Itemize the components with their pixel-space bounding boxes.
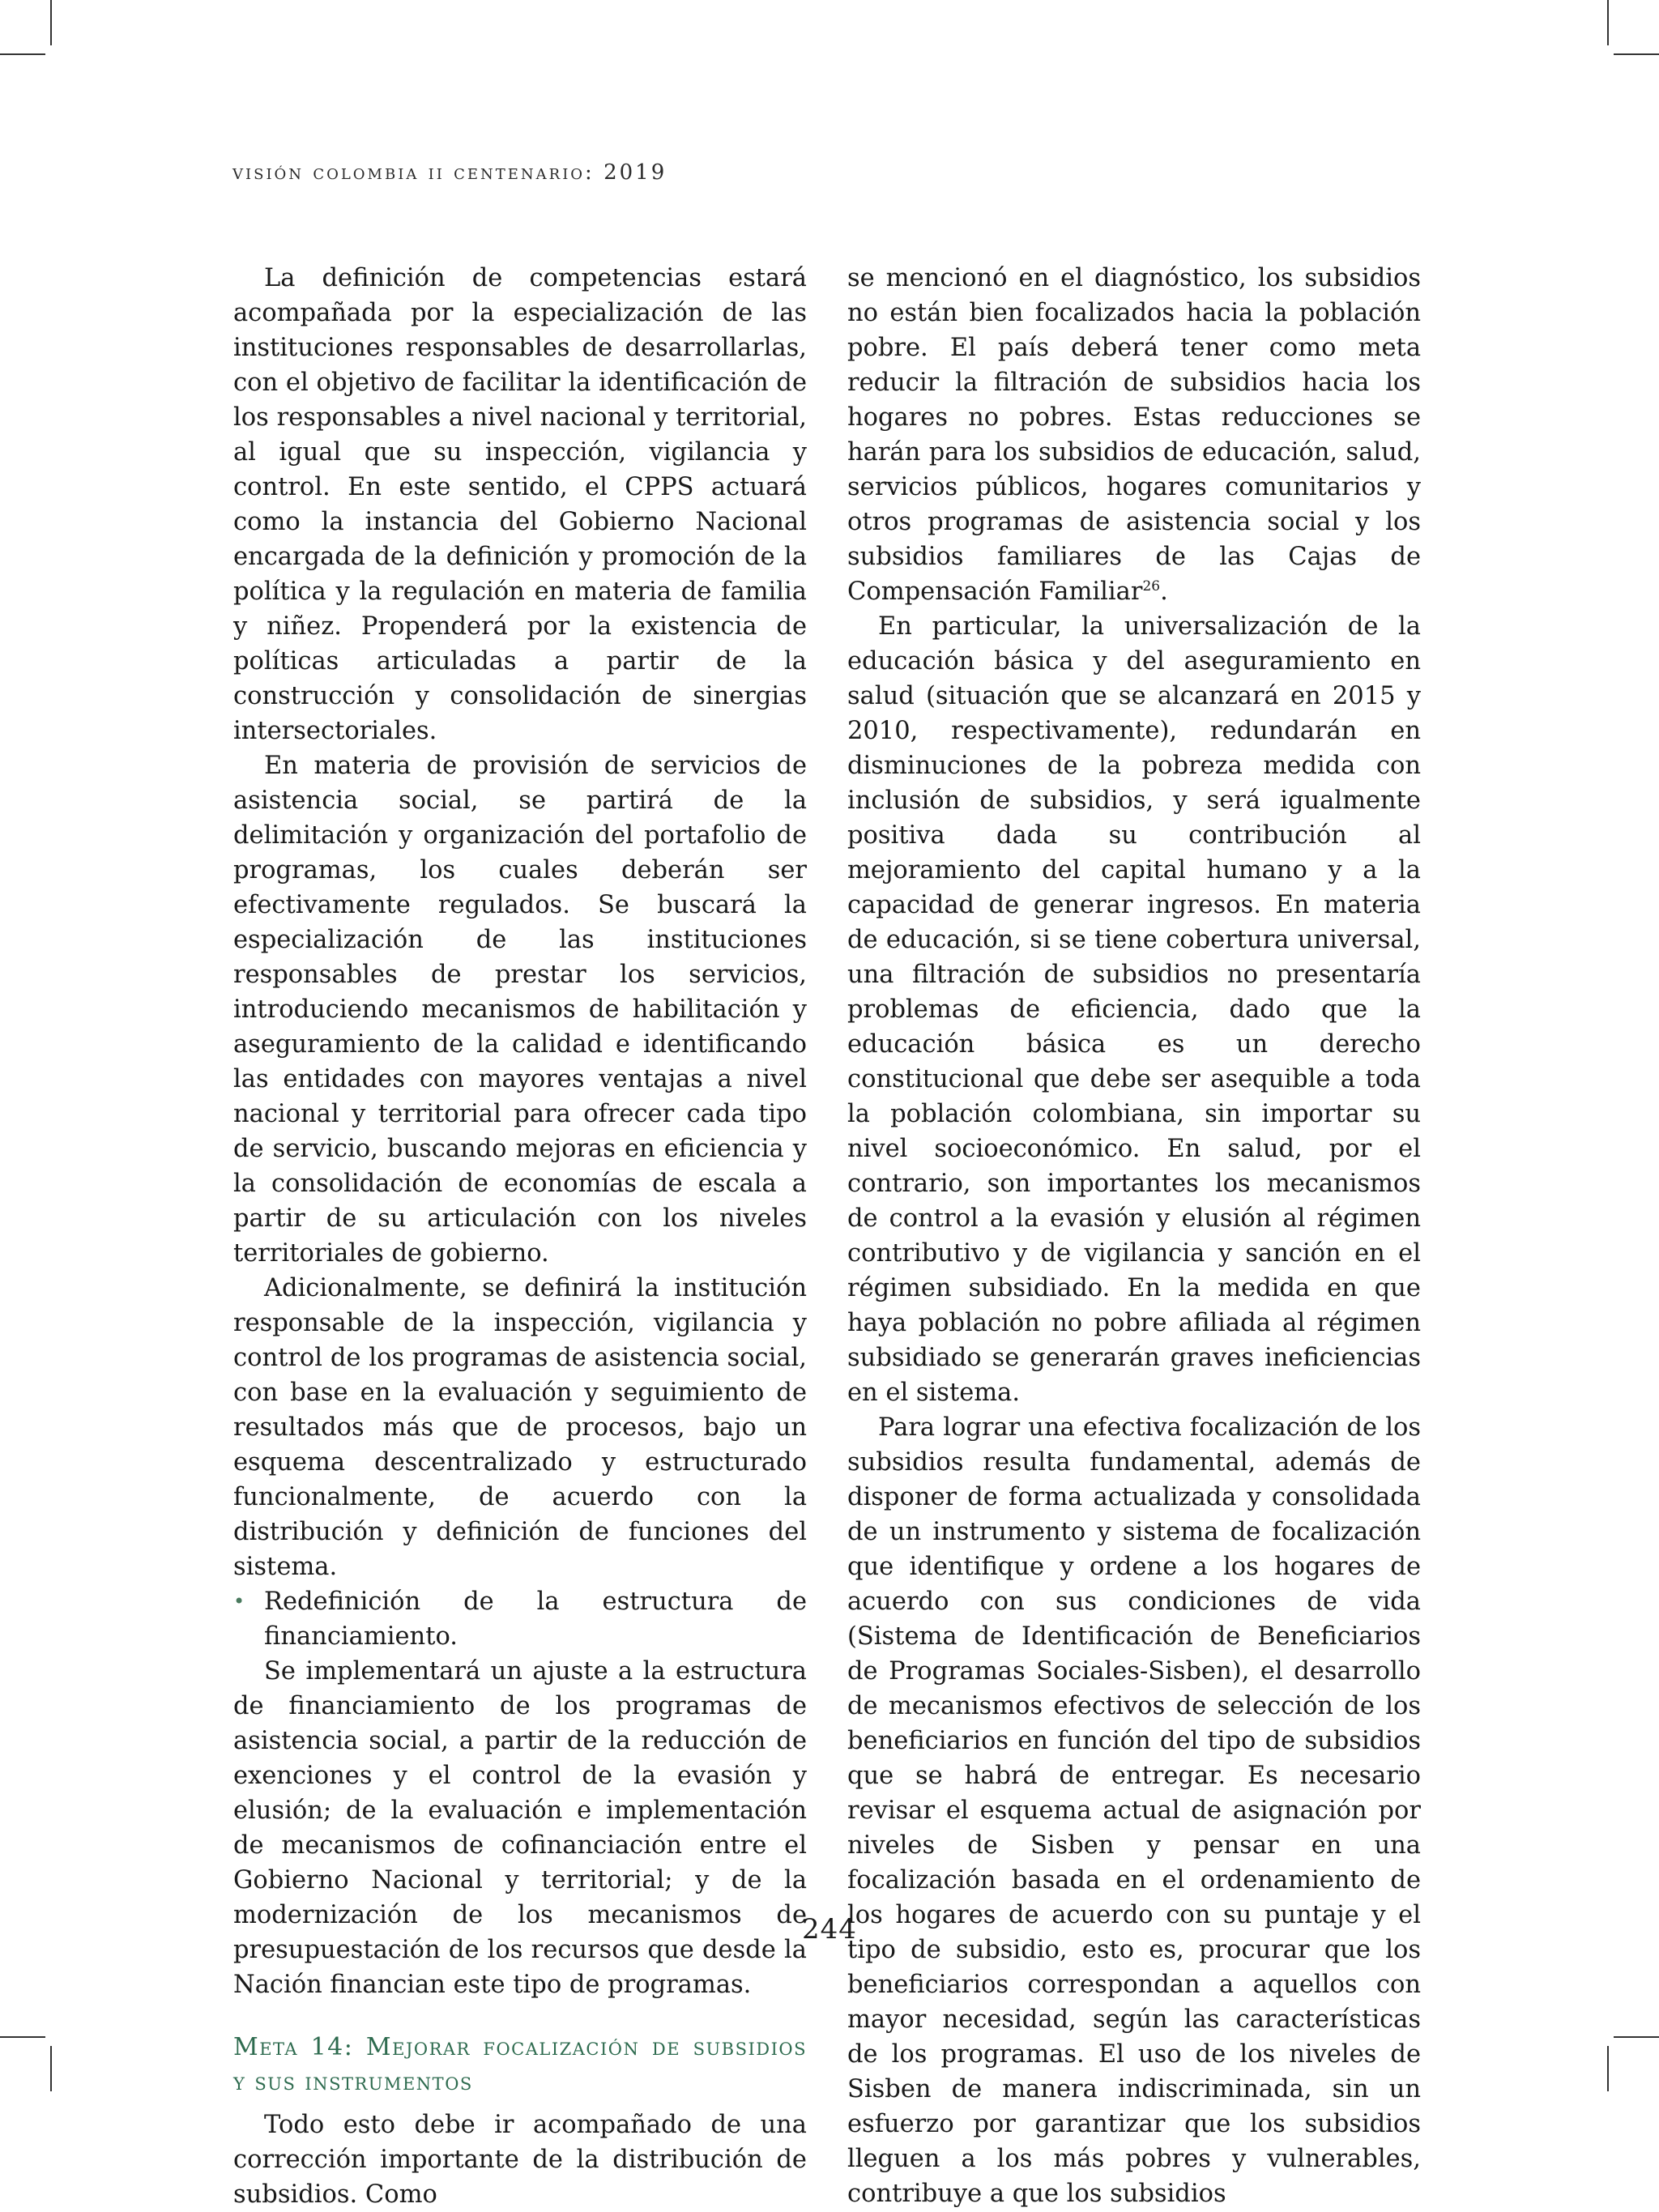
paragraph-end: . bbox=[1160, 578, 1168, 606]
paragraph: Todo esto debe ir acompañado de una corrección importante de la distribución de subsidios. Como bbox=[233, 2111, 807, 2209]
crop-mark bbox=[50, 2046, 52, 2091]
crop-mark bbox=[1614, 53, 1659, 55]
crop-mark bbox=[1614, 2036, 1659, 2038]
paragraph: Para lograr una efectiva focalización de los subsidios resulta fundamental, además de disponer de forma actualizada y consolidada de un instrumento y sistema de focalización que identifique y ordene a los hogares de acuerdo con sus condiciones de vida (Sistema de Identificación de Beneficiarios de Programas Sociales-Sisben), el desarrollo de mecanismos efectivos de selección de los beneficiarios en función del tipo de subsidios que se habrá de entregar. Es necesario revisar el esquema actual de asignación por niveles de Sisben y pensar en una focalización basada en el ordenamiento de los hogares de acuerdo con su puntaje y el tipo de subsidio, esto es, procurar que los beneficiarios correspondan a aquellos con mayor necesidad, según las características de los programas. El uso de los niveles de Sisben de manera indiscriminada, sin un esfuerzo por garantizar que los subsidios lleguen a los más pobres y vulnerables, contribuye a que los subsidios bbox=[847, 1413, 1421, 2208]
bullet-icon: • bbox=[233, 1590, 245, 1613]
paragraph: En materia de provisión de servicios de asistencia social, se partirá de la delimitación y organización del portafolio de programas, los cuales deberán ser efectivamente regulados. Se buscará la especialización de las instituciones responsables de prestar los servicios, introduciendo mecanismos de habilitación y aseguramiento de la calidad e identificando las entidades con mayores ventajas a nivel nacional y territorial para ofrecer cada tipo de servicio, buscando mejoras en eficiencia y la consolidación de economías de escala a partir de su articulación con los niveles territoriales de gobierno. bbox=[233, 752, 807, 1268]
paragraph: Se implementará un ajuste a la estructura de financiamiento de los programas de asistencia social, a partir de la reducción de exenciones y el control de la evasión y elusión; de la evaluación e implementación de mecanismos de cofinanciación entre el Gobierno Nacional y territorial; y de la modernización de los mecanismos de presupuestación de los recursos que desde la Nación financian este tipo de programas. bbox=[233, 1657, 807, 1999]
bullet-item bbox=[233, 1584, 807, 1654]
section-heading: Meta 14: Mejorar focalización de subsidios y sus instrumentos bbox=[233, 2033, 807, 2096]
running-header: visión colombia ii centenario: 2019 bbox=[232, 160, 667, 185]
crop-mark bbox=[1607, 0, 1609, 45]
paragraph-text: se mencionó en el diagnóstico, los subsidios no están bien focalizados hacia la población pobre. El país deberá tener como meta reducir la filtración de subsidios hacia los hogares no pobres. Estas reducciones se harán para los subsidios de educación, salud, servicios públicos, hogares comunitarios y otros programas de asistencia social y los subsidios familiares de las Cajas de Compensación Familiar bbox=[847, 264, 1421, 606]
page-number: 244 bbox=[802, 1913, 857, 1946]
paragraph: Adicionalmente, se definirá la institución responsable de la inspección, vigilancia y control de los programas de asistencia social, con base en la evaluación y seguimiento de resultados más que de procesos, bajo un esquema descentralizado y estructurado funcionalmente, de acuerdo con la distribución y definición de funciones del sistema. bbox=[233, 1274, 807, 1581]
crop-mark bbox=[1607, 2046, 1609, 2091]
bullet-text: Redefinición de la estructura de financiamiento. bbox=[264, 1588, 807, 1651]
paragraph: La definición de competencias estará acompañada por la especialización de las instituciones responsables de desarrollarlas, con el objetivo de facilitar la identificación de los responsables a nivel nacional y territorial, al igual que su inspección, vigilancia y control. En este sentido, el CPPS actuará como la instancia del Gobierno Nacional encargada de la definición y promoción de la política y la regulación en materia de familia y niñez. Propenderá por la existencia de políticas articuladas a partir de la construcción y consolidación de sinergias intersectoriales. bbox=[233, 264, 807, 745]
crop-mark bbox=[0, 2036, 45, 2038]
paragraph bbox=[847, 261, 1421, 609]
paragraph: En particular, la universalización de la educación básica y del aseguramiento en salud (situación que se alcanzará en 2015 y 2010, respectivamente), redundarán en disminuciones de la pobreza medida con inclusión de subsidios, y será igualmente positiva dada su contribución al mejoramiento del capital humano y a la capacidad de generar ingresos. En materia de educación, si se tiene cobertura universal, una filtración de subsidios no presentaría problemas de eficiencia, dado que la educación básica es un derecho constitucional que debe ser asequible a toda la población colombiana, sin importar su nivel socioeconómico. En salud, por el contrario, son importantes los mecanismos de control a la evasión y elusión al régimen contributivo y de vigilancia y sanción en el régimen subsidiado. En la medida en que haya población no pobre afiliada al régimen subsidiado se generarán graves ineficiencias en el sistema. bbox=[847, 612, 1421, 1407]
footnote-ref: 26 bbox=[1142, 578, 1161, 595]
crop-mark bbox=[0, 53, 45, 55]
crop-mark bbox=[50, 0, 52, 45]
